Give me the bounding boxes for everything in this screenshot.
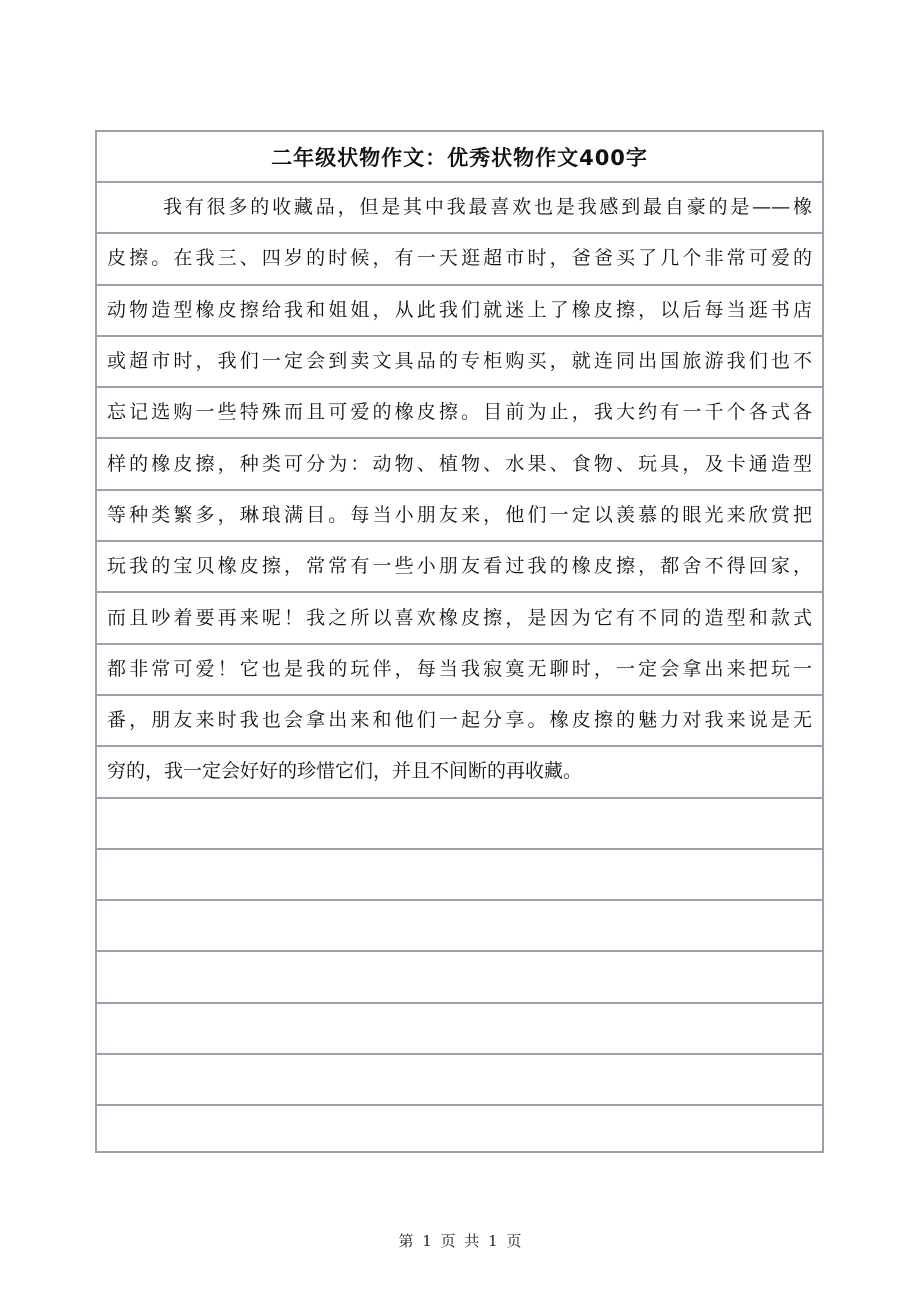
empty-line <box>97 850 822 901</box>
empty-line <box>97 952 822 1003</box>
essay-line <box>97 593 822 644</box>
line-text: 或超市时，我们一定会到卖文具品的专柜购买，就连同出国旅游我们也不 <box>107 350 812 373</box>
empty-line <box>97 1106 822 1157</box>
essay-line <box>97 542 822 593</box>
empty-line <box>97 1055 822 1106</box>
line-text: 穷的，我一定会好好的珍惜它们，并且不间断的再收藏。 <box>107 760 583 783</box>
line-text: 皮擦。在我三、四岁的时候，有一天逛超市时，爸爸买了几个非常可爱的 <box>107 247 812 270</box>
line-text: 等种类繁多，琳琅满目。每当小朋友来，他们一定以羡慕的眼光来欣赏把 <box>107 503 812 526</box>
empty-line <box>97 1004 822 1055</box>
line-text: 动物造型橡皮擦给我和姐姐，从此我们就迷上了橡皮擦，以后每当逛书店 <box>107 298 812 321</box>
essay-line <box>97 234 822 285</box>
line-text: 样的橡皮擦，种类可分为：动物、植物、水果、食物、玩具，及卡通造型 <box>107 452 812 475</box>
empty-line <box>97 901 822 952</box>
line-text: 我有很多的收藏品，但是其中我最喜欢也是我感到最自豪的是——橡 <box>163 196 812 219</box>
essay-sheet <box>95 130 824 1153</box>
essay-line <box>97 388 822 439</box>
essay-line <box>97 491 822 542</box>
essay-title: 二年级状物作文：优秀状物作文400字 <box>97 132 822 183</box>
line-text: 而且吵着要再来呢！我之所以喜欢橡皮擦，是因为它有不同的造型和款式 <box>107 606 812 629</box>
line-text: 忘记选购一些特殊而且可爱的橡皮擦。目前为止，我大约有一千个各式各 <box>107 401 812 424</box>
essay-line <box>97 696 822 747</box>
essay-line <box>97 286 822 337</box>
essay-line <box>97 747 822 798</box>
essay-line <box>97 645 822 696</box>
page-number: 第 1 页 共 1 页 <box>398 1232 522 1250</box>
essay-line <box>97 183 822 234</box>
empty-line <box>97 799 822 850</box>
line-text: 玩我的宝贝橡皮擦，常常有一些小朋友看过我的橡皮擦，都舍不得回家， <box>107 555 812 578</box>
line-text: 都非常可爱！它也是我的玩伴，每当我寂寞无聊时，一定会拿出来把玩一 <box>107 657 812 680</box>
essay-line <box>97 337 822 388</box>
line-text: 番，朋友来时我也会拿出来和他们一起分享。橡皮擦的魅力对我来说是无 <box>107 709 812 732</box>
essay-line <box>97 439 822 490</box>
